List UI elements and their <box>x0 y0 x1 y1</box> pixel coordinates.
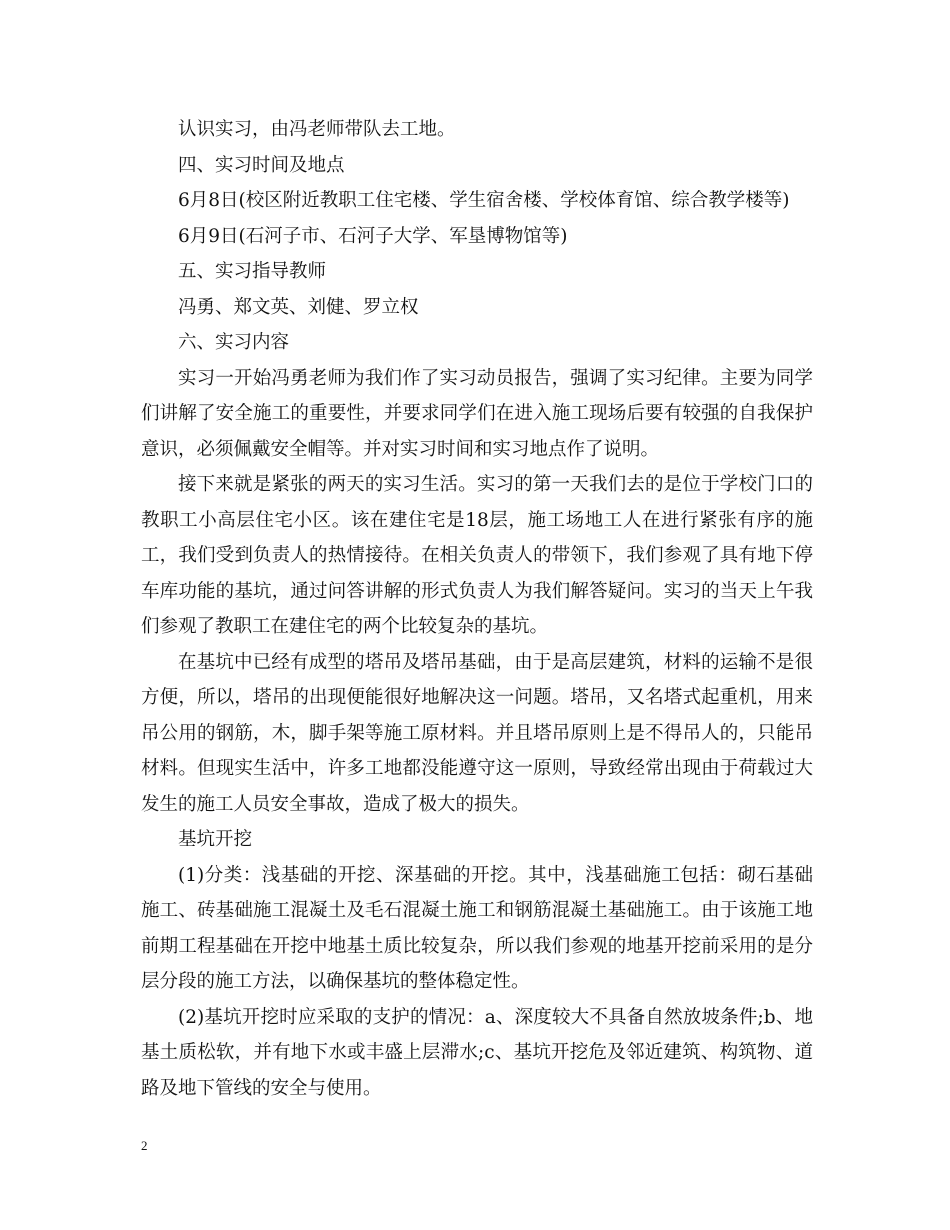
paragraph-first-day: 接下来就是紧张的两天的实习生活。实习的第一天我们去的是位于学校门口的教职工小高层住宅小区。该在建住宅是18层，施工场地工人在进行紧张有序的施工，我们受到负责人的热情接待。在相关负责人的带领下，我们参观了具有地下停车库功能的基坑，通过问答讲解的形式负责人为我们解答疑问。实习的当天上午我们参观了教职工在建住宅的两个比较复杂的基坑。 <box>141 474 813 637</box>
paragraph-june-9: 6月9日(石河子市、石河子大学、军垦博物馆等) <box>178 225 568 247</box>
paragraph-tower-crane: 在基坑中已经有成型的塔吊及塔吊基础，由于是高层建筑，材料的运输不是很方便，所以，塔吊的出现便能很好地解决这一问题。塔吊，又名塔式起重机，用来吊公用的钢筋，木，脚手架等施工原材料。并且塔吊原则上是不得吊人的，只能吊材料。但现实生活中，许多工地都没能遵守这一原则，导致经常出现由于荷载过大发生的施工人员安全事故，造成了极大的损失。 <box>141 651 813 815</box>
page-number: 2 <box>141 1138 148 1153</box>
heading-instructors: 五、实习指导教师 <box>178 261 327 282</box>
paragraph-intro-line: 认识实习，由冯老师带队去工地。 <box>178 119 456 140</box>
page-body <box>141 112 813 1106</box>
paragraph-instructor-names: 冯勇、郑文英、刘健、罗立权 <box>178 296 419 318</box>
heading-content: 六、实习内容 <box>178 332 290 353</box>
heading-time-location: 四、实习时间及地点 <box>178 154 345 176</box>
paragraph-june-8: 6月8日(校区附近教职工住宅楼、学生宿舍楼、学校体育馆、综合教学楼等) <box>178 190 790 211</box>
heading-excavation: 基坑开挖 <box>178 829 253 850</box>
paragraph-excavation-support: (2)基坑开挖时应采取的支护的情况：a、深度较大不具备自然放坡条件;b、地基土质松软，并有地下水或丰盛上层滞水;c、基坑开挖危及邻近建筑、构筑物、道路及地下管线的安全与使用。 <box>141 1006 813 1099</box>
paragraph-excavation-classification: (1)分类：浅基础的开挖、深基础的开挖。其中，浅基础施工包括：砌石基础施工、砖基础施工混凝土及毛石混凝土施工和钢筋混凝土基础施工。由于该施工地前期工程基础在开挖中地基土质比较复杂，所以我们参观的地基开挖前采用的是分层分段的施工方法，以确保基坑的整体稳定性。 <box>141 864 813 992</box>
paragraph-mobilization-report: 实习一开始冯勇老师为我们作了实习动员报告，强调了实习纪律。主要为同学们讲解了安全施工的重要性，并要求同学们在进入施工现场后要有较强的自我保护意识，必须佩戴安全帽等。并对实习时间和实习地点作了说明。 <box>141 367 813 460</box>
